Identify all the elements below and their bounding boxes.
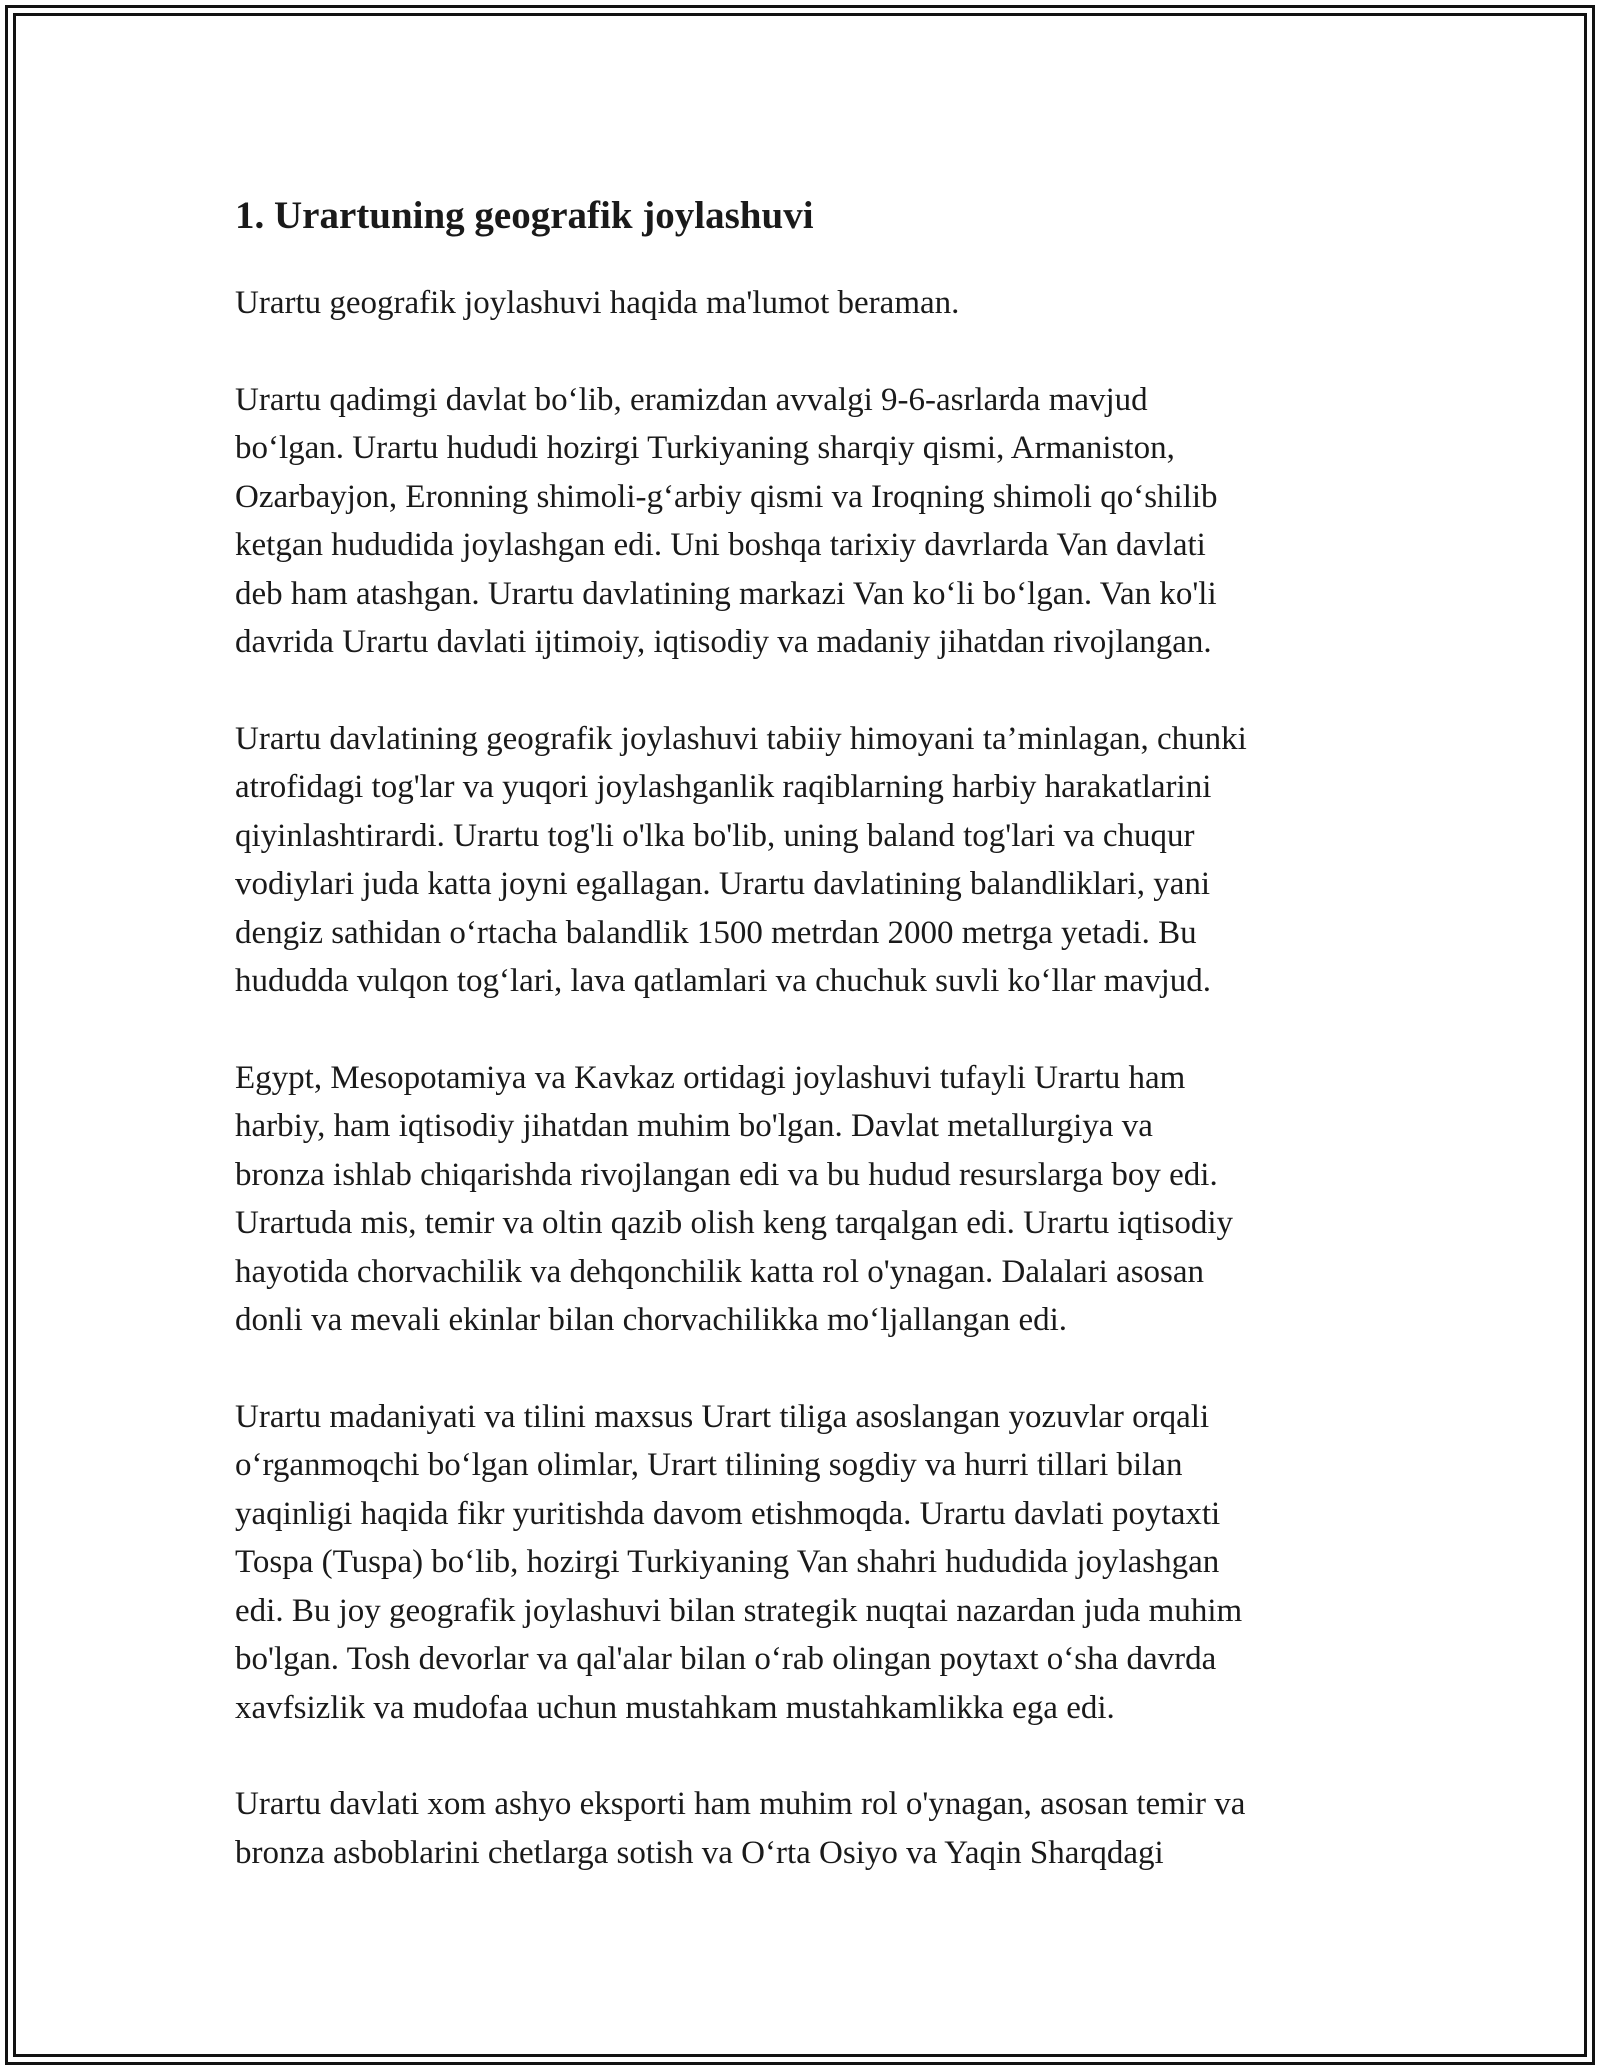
text-line: bo'lgan. Tosh devorlar va qal'alar bilan o‘rab olingan poytaxt o‘sha davrda (235, 1641, 1217, 1677)
text-line: atrofidagi tog'lar va yuqori joylashganlik raqiblarning harbiy harakatlarini (235, 769, 1212, 805)
text-line: Urartu madaniyati va tilini maxsus Urart tiliga asoslangan yozuvlar orqali (235, 1398, 1210, 1435)
text-line: Tospa (Tuspa) bo‘lib, hozirgi Turkiyaning Van shahri hududida joylashgan (235, 1544, 1220, 1580)
text-line: yaqinligi haqida fikr yuritishda davom etishmoqda. Urartu davlati poytaxti (235, 1495, 1221, 1532)
text-line: Urartuda mis, temir va oltin qazib olish keng tarqalgan edi. Urartu iqtisodiy (235, 1205, 1234, 1241)
text-line: bronza asboblarini chetlarga sotish va O‘rta Osiyo va Yaqin Sharqdagi (235, 1834, 1164, 1871)
document-body (235, 183, 1385, 1925)
text-line: Urartu davlatining geografik joylashuvi tabiiy himoyani ta’minlagan, chunki (235, 720, 1247, 757)
text-line: qiyinlashtirardi. Urartu tog'li o'lka bo'lib, uning baland tog'lari va chuqur (235, 817, 1195, 854)
text-line: bo‘lgan. Urartu hududi hozirgi Turkiyaning sharqiy qismi, Armaniston, (235, 430, 1175, 466)
paragraph-location (235, 376, 1385, 667)
text-line: Egypt, Mesopotamiya va Kavkaz ortidagi joylashuvi tufayli Urartu ham (235, 1059, 1186, 1096)
text-line: Ozarbayjon, Eronning shimoli-g‘arbiy qismi va Iroqning shimoli qo‘shilib (235, 478, 1218, 515)
text-line: deb ham atashgan. Urartu davlatining markazi Van ko‘li bo‘lgan. Van ko'li (235, 575, 1217, 612)
text-line: harbiy, ham iqtisodiy jihatdan muhim bo'lgan. Davlat metallurgiya va (235, 1108, 1153, 1144)
text-line: bronza ishlab chiqarishda rivojlangan edi va bu hudud resurslarga boy edi. (235, 1156, 1218, 1193)
text-line: o‘rganmoqchi bo‘lgan olimlar, Urart tilining sogdiy va hurri tillari bilan (235, 1447, 1183, 1483)
text-line: Urartu qadimgi davlat bo‘lib, eramizdan avvalgi 9-6-asrlarda mavjud (235, 381, 1148, 418)
text-line: dengiz sathidan o‘rtacha balandlik 1500 metrdan 2000 metrga yetadi. Bu (235, 914, 1197, 951)
text-line: vodiylari juda katta joyni egallagan. Urartu davlatining balandliklari, yani (235, 866, 1211, 902)
text-line: davrida Urartu davlati ijtimoiy, iqtisodiy va madaniy jihatdan rivojlangan. (235, 624, 1212, 660)
paragraph-culture (235, 1393, 1385, 1733)
text-line: Urartu davlati xom ashyo eksporti ham muhim rol o'ynagan, asosan temir va (235, 1786, 1246, 1822)
text-line: xavfsizlik va mudofaa uchun mustahkam mustahkamlikka ega edi. (235, 1689, 1115, 1726)
text-line: donli va mevali ekinlar bilan chorvachilikka mo‘ljallangan edi. (235, 1302, 1068, 1338)
text-line: hududda vulqon tog‘lari, lava qatlamlari va chuchuk suvli ko‘llar mavjud. (235, 963, 1211, 999)
text-line: Urartu geografik joylashuvi haqida ma'lumot beraman. (235, 285, 960, 321)
paragraph-export (235, 1780, 1385, 1877)
text-line: hayotida chorvachilik va dehqonchilik katta rol o'ynagan. Dalalari asosan (235, 1253, 1205, 1290)
text-line: ketgan hududida joylashgan edi. Uni boshqa tarixiy davrlarda Van davlati (235, 527, 1206, 563)
paragraph-terrain (235, 715, 1385, 1006)
paragraph-intro (235, 279, 1385, 328)
section-title: 1. Urartuning geografik joylashuvi (235, 194, 814, 237)
paragraph-economy (235, 1054, 1385, 1345)
text-line: edi. Bu joy geografik joylashuvi bilan strategik nuqtai nazardan juda muhim (235, 1592, 1243, 1629)
